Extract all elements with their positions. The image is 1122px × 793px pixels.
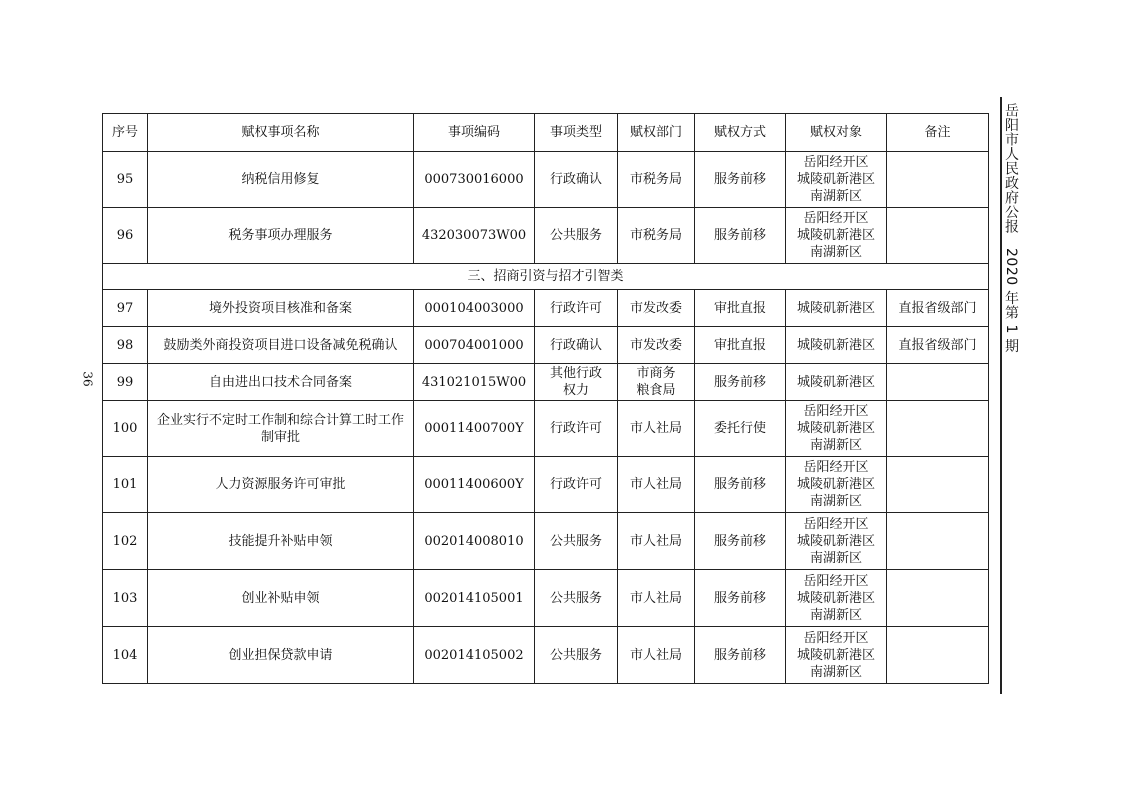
target-area: 南湖新区 bbox=[809, 550, 862, 566]
row-name: 创业补贴申领 bbox=[148, 570, 414, 627]
row-seq: 100 bbox=[103, 401, 148, 457]
table-header-row bbox=[103, 114, 989, 152]
row-name: 创业担保贷款申请 bbox=[148, 627, 414, 684]
row-targets bbox=[786, 208, 887, 264]
row-mode: 服务前移 bbox=[695, 364, 786, 401]
row-type: 行政许可 bbox=[535, 290, 618, 327]
table-row bbox=[103, 627, 989, 684]
header-mode: 赋权方式 bbox=[695, 114, 786, 152]
target-area: 城陵矶新港区 bbox=[796, 533, 875, 549]
row-type: 行政确认 bbox=[535, 327, 618, 364]
row-dept: 市人社局 bbox=[618, 401, 695, 457]
row-note bbox=[887, 401, 989, 457]
table-row bbox=[103, 290, 989, 327]
header-code: 事项编码 bbox=[414, 114, 535, 152]
row-dept: 市发改委 bbox=[618, 327, 695, 364]
row-note: 直报省级部门 bbox=[887, 327, 989, 364]
row-dept: 市发改委 bbox=[618, 290, 695, 327]
row-name: 人力资源服务许可审批 bbox=[148, 457, 414, 513]
row-note bbox=[887, 513, 989, 570]
row-note bbox=[887, 627, 989, 684]
header-target: 赋权对象 bbox=[786, 114, 887, 152]
row-name: 企业实行不定时工作制和综合计算工时工作制审批 bbox=[148, 401, 414, 457]
row-targets bbox=[786, 401, 887, 457]
row-name: 境外投资项目核准和备案 bbox=[148, 290, 414, 327]
table-row bbox=[103, 457, 989, 513]
row-seq: 96 bbox=[103, 208, 148, 264]
table-row bbox=[103, 513, 989, 570]
row-targets bbox=[786, 570, 887, 627]
row-type: 其他行政权力 bbox=[535, 364, 618, 401]
row-seq: 101 bbox=[103, 457, 148, 513]
row-code: 00011400700Y bbox=[414, 401, 535, 457]
row-note bbox=[887, 457, 989, 513]
header-type: 事项类型 bbox=[535, 114, 618, 152]
row-type: 公共服务 bbox=[535, 513, 618, 570]
authority-table bbox=[102, 113, 989, 684]
row-targets bbox=[786, 513, 887, 570]
target-area: 城陵矶新港区 bbox=[796, 477, 875, 492]
row-mode: 服务前移 bbox=[695, 208, 786, 264]
target-area: 南湖新区 bbox=[809, 438, 862, 453]
row-dept: 市人社局 bbox=[618, 513, 695, 570]
row-code: 432030073W00 bbox=[414, 208, 535, 264]
row-dept: 市人社局 bbox=[618, 627, 695, 684]
section-row bbox=[103, 264, 989, 290]
row-mode: 服务前移 bbox=[695, 570, 786, 627]
row-note bbox=[887, 570, 989, 627]
row-mode: 服务前移 bbox=[695, 513, 786, 570]
row-targets bbox=[786, 627, 887, 684]
row-seq: 104 bbox=[103, 627, 148, 684]
target-area: 城陵矶新港区 bbox=[796, 590, 875, 606]
row-name: 鼓励类外商投资项目进口设备减免税确认 bbox=[148, 327, 414, 364]
target-area: 岳阳经开区 bbox=[803, 573, 869, 589]
target-area: 南湖新区 bbox=[809, 494, 862, 509]
row-seq: 98 bbox=[103, 327, 148, 364]
row-name: 技能提升补贴申领 bbox=[148, 513, 414, 570]
section-title: 三、招商引资与招才引智类 bbox=[103, 264, 989, 290]
row-note: 直报省级部门 bbox=[887, 290, 989, 327]
row-code: 002014105001 bbox=[414, 570, 535, 627]
row-mode: 服务前移 bbox=[695, 152, 786, 208]
table-row bbox=[103, 364, 989, 401]
row-dept: 市人社局 bbox=[618, 457, 695, 513]
target-area: 岳阳经开区 bbox=[803, 630, 869, 646]
row-name: 自由进出口技术合同备案 bbox=[148, 364, 414, 401]
row-code: 002014008010 bbox=[414, 513, 535, 570]
header-dept: 赋权部门 bbox=[618, 114, 695, 152]
row-code: 002014105002 bbox=[414, 627, 535, 684]
row-code: 431021015W00 bbox=[414, 364, 535, 401]
row-mode: 审批直报 bbox=[695, 290, 786, 327]
row-mode: 服务前移 bbox=[695, 627, 786, 684]
row-dept: 市人社局 bbox=[618, 570, 695, 627]
page-number: 36 bbox=[80, 371, 95, 387]
table-body-b bbox=[103, 290, 989, 684]
table-row bbox=[103, 401, 989, 457]
row-code: 00011400600Y bbox=[414, 457, 535, 513]
row-targets bbox=[786, 152, 887, 208]
row-seq: 95 bbox=[103, 152, 148, 208]
target-area: 南湖新区 bbox=[809, 664, 862, 680]
row-name: 纳税信用修复 bbox=[148, 152, 414, 208]
row-dept: 市商务粮食局 bbox=[618, 364, 695, 401]
target-area: 岳阳经开区 bbox=[803, 404, 869, 419]
target-area: 岳阳经开区 bbox=[803, 211, 869, 226]
table-row bbox=[103, 208, 989, 264]
target-area: 南湖新区 bbox=[809, 245, 862, 260]
target-area: 城陵矶新港区 bbox=[796, 374, 875, 390]
row-seq: 97 bbox=[103, 290, 148, 327]
target-area: 城陵矶新港区 bbox=[796, 172, 875, 187]
row-name: 税务事项办理服务 bbox=[148, 208, 414, 264]
row-type: 公共服务 bbox=[535, 627, 618, 684]
row-note bbox=[887, 364, 989, 401]
target-area: 城陵矶新港区 bbox=[796, 337, 875, 353]
row-type: 行政确认 bbox=[535, 152, 618, 208]
table-row bbox=[103, 327, 989, 364]
target-area: 城陵矶新港区 bbox=[796, 228, 875, 243]
row-seq: 103 bbox=[103, 570, 148, 627]
target-area: 南湖新区 bbox=[809, 607, 862, 623]
table-row bbox=[103, 152, 989, 208]
row-dept: 市税务局 bbox=[618, 208, 695, 264]
target-area: 南湖新区 bbox=[809, 189, 862, 204]
header-note: 备注 bbox=[887, 114, 989, 152]
row-seq: 102 bbox=[103, 513, 148, 570]
row-mode: 委托行使 bbox=[695, 401, 786, 457]
row-note bbox=[887, 152, 989, 208]
table-row bbox=[103, 570, 989, 627]
row-seq: 99 bbox=[103, 364, 148, 401]
row-code: 000704001000 bbox=[414, 327, 535, 364]
row-targets bbox=[786, 457, 887, 513]
row-type: 行政许可 bbox=[535, 401, 618, 457]
row-code: 000104003000 bbox=[414, 290, 535, 327]
row-note bbox=[887, 208, 989, 264]
target-area: 城陵矶新港区 bbox=[796, 421, 875, 436]
header-name: 赋权事项名称 bbox=[148, 114, 414, 152]
target-area: 岳阳经开区 bbox=[803, 516, 869, 532]
target-area: 城陵矶新港区 bbox=[796, 647, 875, 663]
row-targets bbox=[786, 290, 887, 327]
row-type: 行政许可 bbox=[535, 457, 618, 513]
row-mode: 审批直报 bbox=[695, 327, 786, 364]
row-mode: 服务前移 bbox=[695, 457, 786, 513]
gazette-title: 岳阳市人民政府公报 2020 年第 1 期 bbox=[1003, 103, 1019, 354]
target-area: 城陵矶新港区 bbox=[796, 300, 875, 316]
row-code: 000730016000 bbox=[414, 152, 535, 208]
row-dept: 市税务局 bbox=[618, 152, 695, 208]
target-area: 岳阳经开区 bbox=[803, 460, 869, 475]
row-targets bbox=[786, 364, 887, 401]
header-seq: 序号 bbox=[103, 114, 148, 152]
target-area: 岳阳经开区 bbox=[803, 155, 869, 170]
row-targets bbox=[786, 327, 887, 364]
table-body-a bbox=[103, 152, 989, 264]
row-type: 公共服务 bbox=[535, 208, 618, 264]
row-type: 公共服务 bbox=[535, 570, 618, 627]
section-group bbox=[103, 264, 989, 290]
